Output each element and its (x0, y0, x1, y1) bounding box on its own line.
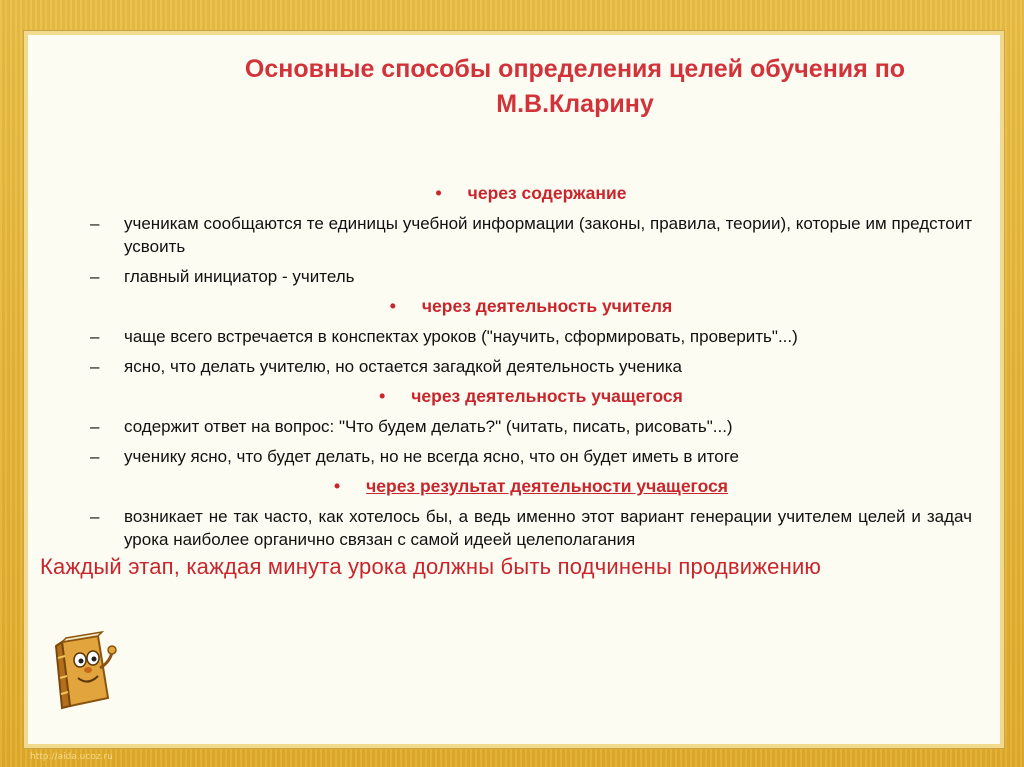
bullet-icon: • (389, 296, 396, 316)
section-heading-label: через содержание (467, 183, 627, 203)
dash-marker: – (90, 357, 100, 376)
list-item (90, 325, 972, 348)
dash-marker: – (90, 447, 100, 466)
section-heading-content (90, 182, 972, 205)
dash-marker: – (90, 267, 100, 286)
section-heading-student (90, 385, 972, 408)
section-heading-label: через деятельность учителя (421, 296, 673, 316)
slide-footer-note: Каждый этап, каждая минута урока должны быть подчинены продвижению (40, 554, 822, 579)
list-item-text: ученикам сообщаются те единицы учебной информации (законы, правила, теории), которые им предстоит усвоить (124, 214, 972, 256)
bullet-icon: • (435, 183, 442, 203)
list-item (90, 212, 972, 258)
bullet-icon: • (333, 476, 341, 496)
list-item (90, 445, 972, 468)
list-item-text: чаще всего встречается в конспектах уроков ("научить, сформировать, проверить"...) (124, 327, 798, 346)
list-item-text: ученику ясно, что будет делать, но не всегда ясно, что он будет иметь в итоге (124, 447, 739, 466)
section-heading-teacher (90, 295, 972, 318)
section-heading-label: через результат деятельности учащегося (366, 476, 729, 496)
dash-marker: – (90, 507, 100, 526)
list-item-text: ясно, что делать учителю, но остается загадкой деятельность ученика (124, 357, 683, 376)
list-item (90, 265, 972, 288)
dash-marker: – (90, 417, 100, 436)
bullet-icon: • (379, 386, 386, 406)
slide-title: Основные способы определения целей обучения по М.В.Кларину (244, 55, 906, 118)
list-item (90, 505, 972, 551)
list-item (90, 355, 972, 378)
list-item-text: возникает не так часто, как хотелось бы, а ведь именно этот вариант генерации учителем целей и задач урока наиболее органично связан с самой идеей целеполагания (124, 507, 972, 549)
list-item (90, 415, 972, 438)
list-item-text: содержит ответ на вопрос: "Что будем делать?" (читать, писать, рисовать"...) (124, 417, 733, 436)
watermark-url: http://aida.ucoz.ru (30, 752, 113, 762)
slide-content (90, 182, 972, 558)
section-heading-label: через деятельность учащегося (411, 386, 683, 406)
dash-marker: – (90, 214, 100, 233)
list-item-text: главный инициатор - учитель (124, 267, 355, 286)
section-heading-result (90, 475, 972, 498)
book-character-icon (48, 628, 118, 712)
dash-marker: – (90, 327, 100, 346)
